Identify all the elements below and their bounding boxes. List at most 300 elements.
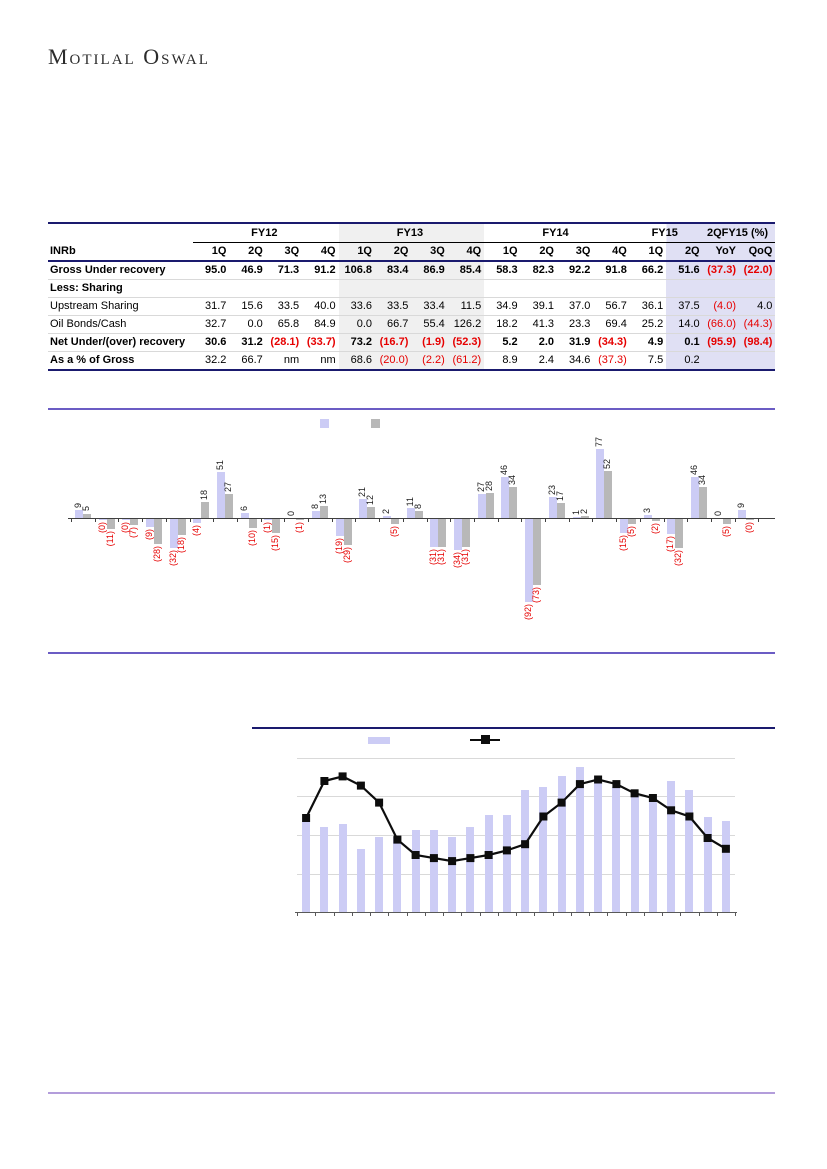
line-marker bbox=[667, 806, 675, 814]
table-cell bbox=[411, 280, 447, 298]
bar bbox=[225, 494, 233, 518]
bar bbox=[344, 519, 352, 545]
table-cell: 31.7 bbox=[193, 298, 229, 316]
brand-logo: Motilal Oswal bbox=[48, 44, 210, 69]
bar-label: 9 bbox=[736, 502, 747, 508]
table-cell: 0.0 bbox=[339, 316, 375, 334]
bar-label: 11 bbox=[404, 496, 415, 507]
table-cell: 1Q bbox=[339, 243, 375, 262]
table-cell: INRb bbox=[48, 243, 193, 262]
table-cell: 4Q bbox=[448, 243, 484, 262]
table-cell: 33.5 bbox=[375, 298, 411, 316]
table-cell: FY15 bbox=[630, 223, 703, 243]
table-cell: 32.7 bbox=[193, 316, 229, 334]
line-marker bbox=[521, 840, 529, 848]
bar bbox=[557, 503, 565, 518]
table-cell: 25.2 bbox=[630, 316, 666, 334]
bar bbox=[201, 502, 209, 518]
table-cell bbox=[630, 280, 666, 298]
table-cell: 91.2 bbox=[302, 261, 338, 280]
axis-tick bbox=[664, 519, 665, 522]
axis-tick bbox=[711, 519, 712, 522]
bar-label: (0) bbox=[96, 521, 107, 533]
axis-tick bbox=[735, 519, 736, 522]
table-cell: 58.3 bbox=[484, 261, 520, 280]
bar-label: 5 bbox=[80, 506, 91, 512]
table-cell: Oil Bonds/Cash bbox=[48, 316, 193, 334]
table-cell: 4Q bbox=[593, 243, 629, 262]
bar bbox=[75, 510, 83, 518]
bar bbox=[533, 519, 541, 585]
line-marker bbox=[357, 782, 365, 790]
table-cell: Upstream Sharing bbox=[48, 298, 193, 316]
table-row bbox=[48, 334, 775, 352]
table-cell: 82.3 bbox=[521, 261, 557, 280]
table-cell: 2QFY15 (%) bbox=[703, 223, 776, 243]
table-cell: 23.3 bbox=[557, 316, 593, 334]
table-cell: Gross Under recovery bbox=[48, 261, 193, 280]
bar-label: (5) bbox=[720, 525, 731, 537]
table-cell: (61.2) bbox=[448, 352, 484, 371]
line-marker bbox=[685, 813, 693, 821]
table-cell: (44.3) bbox=[739, 316, 775, 334]
bar bbox=[652, 519, 660, 521]
bar-label: (4) bbox=[191, 524, 202, 536]
table-cell: 34.9 bbox=[484, 298, 520, 316]
footer-rule bbox=[48, 1092, 775, 1094]
bar-label: 0 bbox=[286, 510, 297, 516]
line-series bbox=[306, 776, 726, 861]
table-cell: 4.0 bbox=[739, 298, 775, 316]
table-cell: 33.5 bbox=[266, 298, 302, 316]
line-marker bbox=[430, 854, 438, 862]
line-marker bbox=[539, 813, 547, 821]
table-cell: 40.0 bbox=[302, 298, 338, 316]
axis-tick bbox=[640, 519, 641, 522]
table-cell: 2.0 bbox=[521, 334, 557, 352]
bar bbox=[509, 487, 517, 518]
bar bbox=[738, 510, 746, 518]
axis-tick bbox=[95, 519, 96, 522]
bar bbox=[604, 471, 612, 518]
axis-tick bbox=[308, 519, 309, 522]
table-cell: 69.4 bbox=[593, 316, 629, 334]
table-cell: 37.5 bbox=[666, 298, 702, 316]
bar bbox=[336, 519, 344, 536]
table-cell: 2Q bbox=[521, 243, 557, 262]
bar-label: (7) bbox=[128, 527, 139, 539]
table-cell: 30.6 bbox=[193, 334, 229, 352]
chart1-legend-swatch-lavender bbox=[320, 419, 329, 428]
table-cell: 2Q bbox=[375, 243, 411, 262]
table-row bbox=[48, 298, 775, 316]
axis-tick bbox=[569, 519, 570, 522]
table-cell: 73.2 bbox=[339, 334, 375, 352]
bar bbox=[178, 519, 186, 535]
table-cell: 18.2 bbox=[484, 316, 520, 334]
axis-tick bbox=[190, 519, 191, 522]
table-cell: 68.6 bbox=[339, 352, 375, 371]
table-cell: 84.9 bbox=[302, 316, 338, 334]
table-cell: 5.2 bbox=[484, 334, 520, 352]
table-cell: YoY bbox=[703, 243, 739, 262]
chart1-legend-swatch-gray bbox=[371, 419, 380, 428]
bar-label: (31) bbox=[428, 548, 439, 565]
table-cell: 7.5 bbox=[630, 352, 666, 371]
bar bbox=[130, 519, 138, 525]
table-cell: 31.2 bbox=[229, 334, 265, 352]
table-cell: 37.0 bbox=[557, 298, 593, 316]
table-cell: 3Q bbox=[411, 243, 447, 262]
table-cell: QoQ bbox=[739, 243, 775, 262]
table-cell: 2Q bbox=[666, 243, 702, 262]
bar bbox=[312, 511, 320, 518]
bar bbox=[581, 516, 589, 518]
table-cell: FY12 bbox=[193, 223, 339, 243]
bar bbox=[367, 507, 375, 518]
line-marker bbox=[339, 772, 347, 780]
axis-tick bbox=[379, 519, 380, 522]
bar-label: (1) bbox=[294, 521, 305, 533]
table-cell: 56.7 bbox=[593, 298, 629, 316]
line-marker bbox=[649, 794, 657, 802]
table-cell: (52.3) bbox=[448, 334, 484, 352]
table-row bbox=[48, 316, 775, 334]
bar bbox=[154, 519, 162, 544]
table-cell: Net Under/(over) recovery bbox=[48, 334, 193, 352]
axis-tick bbox=[545, 519, 546, 522]
bar-label: (34) bbox=[452, 551, 463, 568]
bar bbox=[107, 519, 115, 529]
table-cell: 95.0 bbox=[193, 261, 229, 280]
table-cell bbox=[339, 280, 375, 298]
table-cell: (2.2) bbox=[411, 352, 447, 371]
table-cell: 1Q bbox=[630, 243, 666, 262]
axis-tick bbox=[521, 519, 522, 522]
bar-label: (29) bbox=[341, 547, 352, 564]
table-cell: nm bbox=[302, 352, 338, 371]
bar-label: (32) bbox=[167, 549, 178, 566]
under-recovery-table bbox=[48, 222, 775, 371]
table-cell: 55.4 bbox=[411, 316, 447, 334]
axis-tick bbox=[403, 519, 404, 522]
table-cell bbox=[48, 223, 193, 243]
bar bbox=[264, 519, 272, 520]
bar bbox=[146, 519, 154, 527]
bar-label: 18 bbox=[199, 489, 210, 500]
bar bbox=[383, 516, 391, 518]
axis-tick bbox=[142, 519, 143, 522]
bar-label: 0 bbox=[712, 510, 723, 516]
bar-label: 1 bbox=[570, 510, 581, 516]
bar-label: 28 bbox=[483, 480, 494, 491]
table-cell: (28.1) bbox=[266, 334, 302, 352]
bar bbox=[478, 494, 486, 518]
axis-tick bbox=[213, 519, 214, 522]
bar bbox=[241, 513, 249, 518]
table-cell: 33.6 bbox=[339, 298, 375, 316]
bar-label: (32) bbox=[673, 549, 684, 566]
bar bbox=[699, 487, 707, 518]
table-cell: 36.1 bbox=[630, 298, 666, 316]
table-cell: 11.5 bbox=[448, 298, 484, 316]
axis-tick bbox=[427, 519, 428, 522]
table-cell: 32.2 bbox=[193, 352, 229, 371]
bar bbox=[628, 519, 636, 524]
bar-label: 34 bbox=[697, 475, 707, 486]
line-marker bbox=[612, 780, 620, 788]
table-cell: (37.3) bbox=[703, 261, 739, 280]
bar-label: (0) bbox=[120, 521, 131, 533]
table-cell: 126.2 bbox=[448, 316, 484, 334]
bar-label: 12 bbox=[365, 495, 376, 506]
table-cell: Less: Sharing bbox=[48, 280, 193, 298]
bar bbox=[667, 519, 675, 534]
table-cell: 31.9 bbox=[557, 334, 593, 352]
axis-tick bbox=[616, 519, 617, 522]
table-cell: nm bbox=[266, 352, 302, 371]
bar-label: 27 bbox=[223, 481, 233, 492]
bar-label: 8 bbox=[412, 503, 423, 509]
table-cell bbox=[302, 280, 338, 298]
table-cell: As a % of Gross bbox=[48, 352, 193, 371]
chart2-line-layer bbox=[252, 727, 775, 930]
table-cell: 92.2 bbox=[557, 261, 593, 280]
line-marker bbox=[503, 846, 511, 854]
line-marker bbox=[594, 776, 602, 784]
quarterly-under-recovery-chart bbox=[48, 408, 775, 654]
table-cell: 2Q bbox=[229, 243, 265, 262]
line-marker bbox=[412, 851, 420, 859]
bar-label: (17) bbox=[665, 536, 676, 553]
table-cell: (98.4) bbox=[739, 334, 775, 352]
table-group-header-row bbox=[48, 223, 775, 243]
bar-label: (92) bbox=[523, 603, 534, 620]
bar bbox=[675, 519, 683, 548]
table-cell: 33.4 bbox=[411, 298, 447, 316]
axis-tick bbox=[237, 519, 238, 522]
table-cell: 39.1 bbox=[521, 298, 557, 316]
bar bbox=[122, 519, 130, 520]
bar bbox=[746, 519, 754, 520]
table-cell: 34.6 bbox=[557, 352, 593, 371]
table-cell bbox=[484, 280, 520, 298]
table-cell bbox=[266, 280, 302, 298]
table-cell: 3Q bbox=[266, 243, 302, 262]
axis-tick bbox=[758, 519, 759, 522]
axis-tick bbox=[474, 519, 475, 522]
table-cell: 83.4 bbox=[375, 261, 411, 280]
bar-label: 21 bbox=[357, 487, 368, 498]
bar-label: 13 bbox=[317, 494, 328, 505]
line-marker bbox=[485, 851, 493, 859]
axis-tick bbox=[332, 519, 333, 522]
table-cell: 2.4 bbox=[521, 352, 557, 371]
bar-label: 52 bbox=[602, 459, 613, 470]
bar-label: 27 bbox=[475, 481, 486, 492]
table-row bbox=[48, 261, 775, 280]
bar-label: (0) bbox=[744, 521, 755, 533]
bar bbox=[193, 519, 201, 523]
table-cell: 41.3 bbox=[521, 316, 557, 334]
table-cell bbox=[739, 352, 775, 371]
table-cell: 66.7 bbox=[229, 352, 265, 371]
table-row bbox=[48, 352, 775, 371]
axis-tick bbox=[284, 519, 285, 522]
bar-label: (5) bbox=[625, 525, 636, 537]
line-marker bbox=[631, 789, 639, 797]
line-marker bbox=[448, 857, 456, 865]
table-cell: 8.9 bbox=[484, 352, 520, 371]
table-cell: 65.8 bbox=[266, 316, 302, 334]
table-row bbox=[48, 280, 775, 298]
axis-tick bbox=[592, 519, 593, 522]
bar-label: (31) bbox=[460, 548, 471, 565]
table-cell: 4Q bbox=[302, 243, 338, 262]
line-marker bbox=[558, 799, 566, 807]
table-cell bbox=[229, 280, 265, 298]
line-marker bbox=[576, 780, 584, 788]
chart1-top-rule bbox=[48, 408, 775, 410]
table-cell: FY13 bbox=[339, 223, 485, 243]
table-cell: 46.9 bbox=[229, 261, 265, 280]
bar-label: 9 bbox=[72, 502, 83, 508]
table-cell: 66.7 bbox=[375, 316, 411, 334]
bar-label: 8 bbox=[309, 503, 320, 509]
table-cell: (95.9) bbox=[703, 334, 739, 352]
bar-line-combo-chart bbox=[252, 727, 775, 930]
bar-label: (73) bbox=[531, 586, 542, 603]
bar-label: (1) bbox=[262, 521, 273, 533]
line-marker bbox=[704, 834, 712, 842]
table-cell: 51.6 bbox=[666, 261, 702, 280]
table-cell: 71.3 bbox=[266, 261, 302, 280]
table-cell: (4.0) bbox=[703, 298, 739, 316]
bar bbox=[272, 519, 280, 533]
line-marker bbox=[722, 845, 730, 853]
bar bbox=[83, 514, 91, 519]
bar-label: (19) bbox=[333, 538, 344, 555]
bar bbox=[249, 519, 257, 528]
bar bbox=[320, 506, 328, 518]
bar-label: (9) bbox=[144, 529, 154, 541]
bar-label: 46 bbox=[499, 464, 510, 475]
bar bbox=[99, 519, 107, 520]
bar bbox=[430, 519, 438, 547]
bar-label: (31) bbox=[436, 548, 447, 565]
bar-label: 51 bbox=[215, 460, 225, 471]
table-cell bbox=[739, 280, 775, 298]
bar bbox=[217, 472, 225, 518]
bar-label: 6 bbox=[238, 505, 249, 511]
line-marker bbox=[320, 777, 328, 785]
table-cell: (20.0) bbox=[375, 352, 411, 371]
bar-label: 17 bbox=[554, 490, 565, 501]
table-cell bbox=[193, 280, 229, 298]
bar-label: 46 bbox=[689, 464, 699, 475]
bar-label: (18) bbox=[175, 537, 186, 554]
table-cell: 14.0 bbox=[666, 316, 702, 334]
table-cell bbox=[703, 280, 739, 298]
bar bbox=[407, 508, 415, 518]
table-cell bbox=[557, 280, 593, 298]
table-cell: (66.0) bbox=[703, 316, 739, 334]
axis-tick bbox=[355, 519, 356, 522]
bar bbox=[462, 519, 470, 547]
table-cell: FY14 bbox=[484, 223, 630, 243]
axis-tick bbox=[71, 519, 72, 522]
axis-tick bbox=[166, 519, 167, 522]
table-cell: (33.7) bbox=[302, 334, 338, 352]
table-cell: (37.3) bbox=[593, 352, 629, 371]
table-cell bbox=[521, 280, 557, 298]
table-cell: 0.1 bbox=[666, 334, 702, 352]
bar bbox=[415, 511, 423, 518]
bar bbox=[644, 515, 652, 518]
axis-tick bbox=[498, 519, 499, 522]
bar-label: (2) bbox=[649, 522, 660, 534]
bar bbox=[486, 493, 494, 518]
table-cell: 1Q bbox=[484, 243, 520, 262]
table-cell: 3Q bbox=[557, 243, 593, 262]
bar-label: 2 bbox=[380, 509, 391, 515]
table-cell bbox=[448, 280, 484, 298]
table-cell: 0.2 bbox=[666, 352, 702, 371]
line-marker bbox=[466, 854, 474, 862]
bar-label: 34 bbox=[507, 475, 518, 486]
axis-tick bbox=[450, 519, 451, 522]
bar bbox=[296, 519, 304, 520]
table-cell: (34.3) bbox=[593, 334, 629, 352]
table-cell: (22.0) bbox=[739, 261, 775, 280]
table-cell: (16.7) bbox=[375, 334, 411, 352]
table-cell: 1Q bbox=[193, 243, 229, 262]
bar-label: (28) bbox=[152, 546, 162, 563]
table-cell: 91.8 bbox=[593, 261, 629, 280]
line-marker bbox=[302, 814, 310, 822]
table-cell: (1.9) bbox=[411, 334, 447, 352]
bar-label: (10) bbox=[246, 530, 257, 547]
bar bbox=[723, 519, 731, 524]
bar bbox=[391, 519, 399, 524]
table-cell: 66.2 bbox=[630, 261, 666, 280]
table-cell: 86.9 bbox=[411, 261, 447, 280]
table-cell bbox=[703, 352, 739, 371]
table-cell: 15.6 bbox=[229, 298, 265, 316]
table-cell: 4.9 bbox=[630, 334, 666, 352]
table-cell bbox=[593, 280, 629, 298]
bar-label: 77 bbox=[594, 436, 605, 447]
table-cell bbox=[666, 280, 702, 298]
bar-label: (15) bbox=[270, 534, 281, 551]
bar-label: 2 bbox=[578, 509, 589, 515]
bar bbox=[573, 517, 581, 518]
chart1-bottom-rule bbox=[48, 652, 775, 654]
table-cell: 106.8 bbox=[339, 261, 375, 280]
line-marker bbox=[375, 799, 383, 807]
axis-tick bbox=[687, 519, 688, 522]
bar-label: (5) bbox=[388, 525, 399, 537]
bar-label: (11) bbox=[104, 530, 115, 547]
line-marker bbox=[393, 836, 401, 844]
table-cell: 85.4 bbox=[448, 261, 484, 280]
table-cell: 0.0 bbox=[229, 316, 265, 334]
bar-label: 3 bbox=[641, 508, 652, 514]
bar bbox=[438, 519, 446, 547]
bar bbox=[454, 519, 462, 550]
bar-label: 23 bbox=[546, 485, 557, 496]
table-cell bbox=[375, 280, 411, 298]
